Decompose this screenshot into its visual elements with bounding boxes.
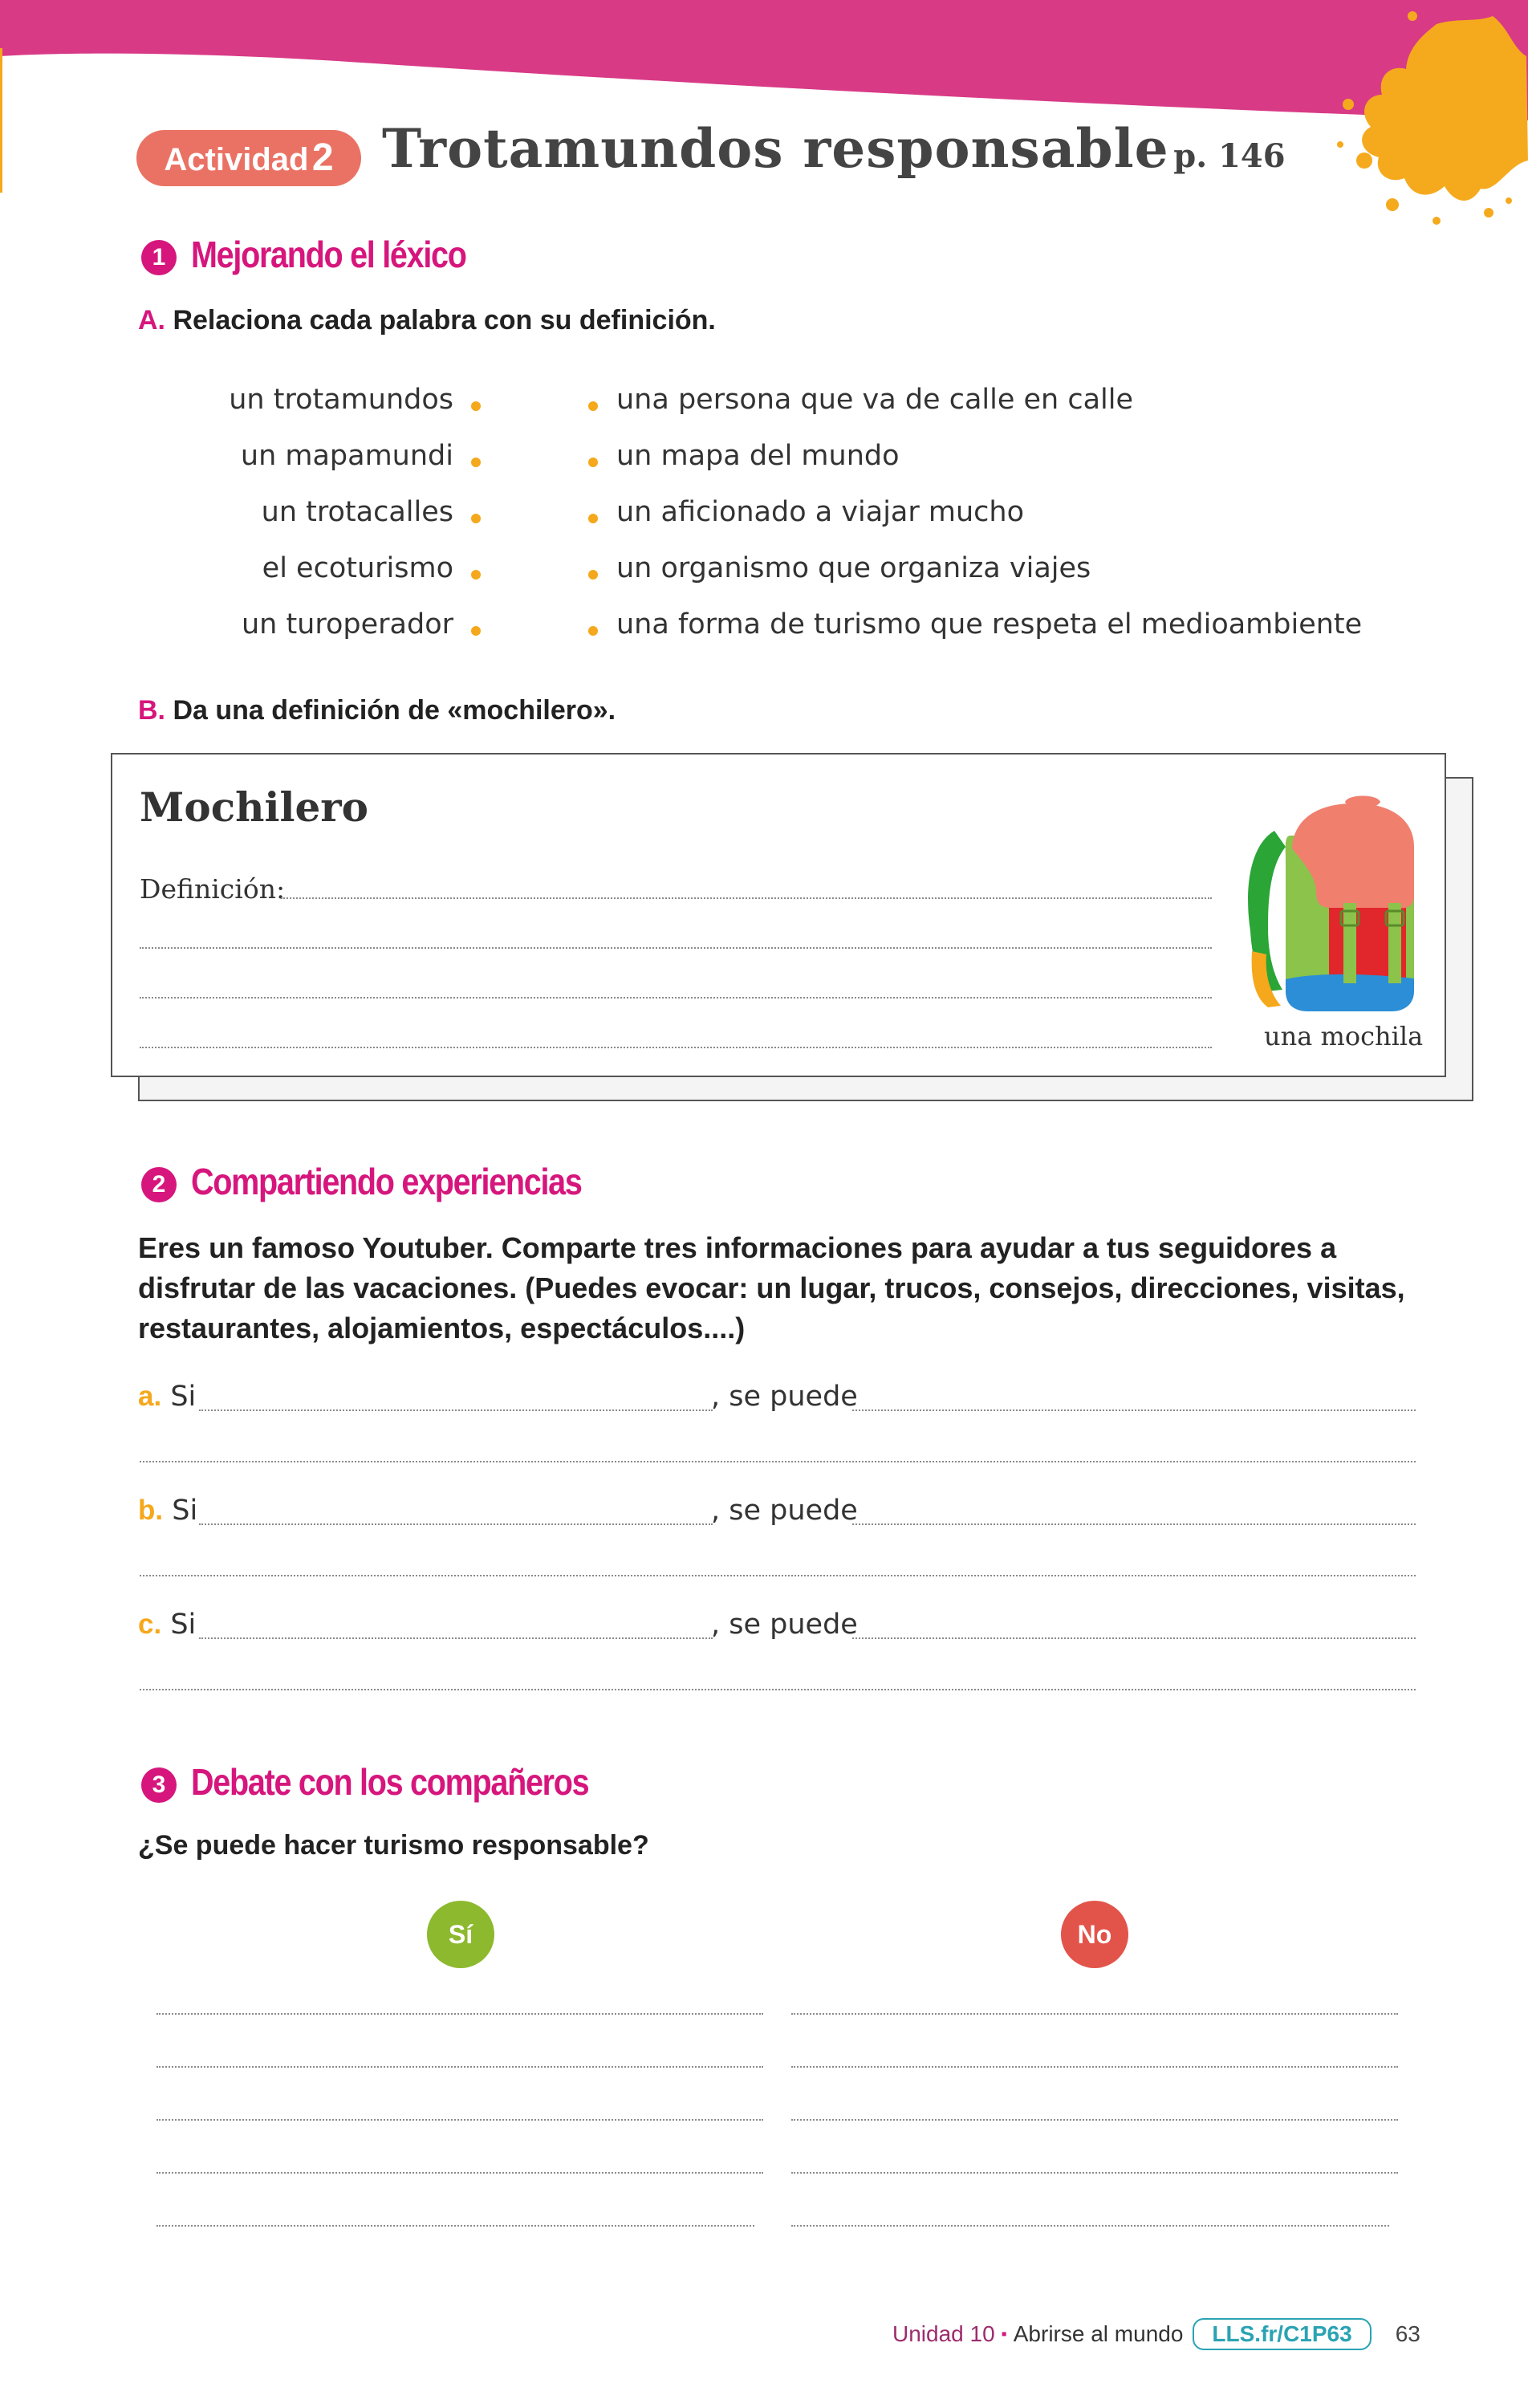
section-3-number: 3 bbox=[141, 1767, 177, 1803]
item-c-puede: , se puede bbox=[711, 1609, 858, 1641]
footer-separator: ▪ bbox=[1001, 2325, 1007, 2343]
item-c-letter: c. bbox=[138, 1609, 162, 1640]
definition-line[interactable] bbox=[140, 997, 1212, 999]
word-item: un trotacalles bbox=[261, 496, 453, 528]
section-1-number: 1 bbox=[141, 240, 177, 275]
matching-definitions-column bbox=[616, 384, 1419, 657]
page-title-text: Trotamundos responsable bbox=[382, 117, 1169, 180]
item-a-puede: , se puede bbox=[711, 1381, 858, 1413]
item-c-si: Si bbox=[170, 1609, 197, 1641]
item-c-extra-line[interactable] bbox=[140, 1689, 1416, 1690]
definition-item: una forma de turismo que respeta el medioambiente bbox=[616, 608, 1363, 641]
word-dot[interactable] bbox=[471, 626, 481, 636]
part-a-text: Relaciona cada palabra con su definición. bbox=[173, 305, 716, 336]
item-b-condition-line[interactable] bbox=[199, 1523, 713, 1525]
definition-dot[interactable] bbox=[588, 626, 598, 636]
item-a-result-line[interactable] bbox=[852, 1409, 1416, 1411]
item-c-result-line[interactable] bbox=[852, 1637, 1416, 1639]
item-c-condition-line[interactable] bbox=[199, 1637, 713, 1639]
footer-chapter: Abrirse al mundo bbox=[1013, 2321, 1184, 2346]
word-dot[interactable] bbox=[471, 458, 481, 467]
activity-badge bbox=[136, 130, 361, 186]
section-1-title: Mejorando el léxico bbox=[191, 234, 466, 275]
word-dot[interactable] bbox=[471, 401, 481, 411]
no-answer-line[interactable] bbox=[791, 2066, 1398, 2068]
section-2-instructions: Eres un famoso Youtuber. Comparte tres informaciones para ayudar a tus seguidores a disfrutar de las vacaciones. (Puedes evocar: un lugar, trucos, consejos, direcciones, visitas, restaurantes, alojamientos, espectáculos....) bbox=[138, 1231, 1405, 1344]
item-b-result-line[interactable] bbox=[852, 1523, 1416, 1525]
yes-answer-line[interactable] bbox=[156, 2119, 763, 2121]
yes-answer-line[interactable] bbox=[156, 2066, 763, 2068]
no-badge: No bbox=[1061, 1901, 1128, 1968]
definition-dot[interactable] bbox=[588, 458, 598, 467]
mochilero-title: Mochilero bbox=[140, 783, 368, 831]
no-answer-line[interactable] bbox=[791, 2119, 1398, 2121]
word-item: un trotamundos bbox=[229, 384, 453, 416]
footer bbox=[892, 2316, 1420, 2352]
word-item: el ecoturismo bbox=[262, 552, 453, 584]
item-c-prompt bbox=[138, 1609, 196, 1641]
definition-line[interactable] bbox=[140, 1047, 1212, 1048]
definition-item: un aficionado a viajar mucho bbox=[616, 496, 1025, 528]
definition-label: Definición: bbox=[140, 873, 286, 905]
matching-words-column bbox=[161, 384, 453, 657]
item-b-extra-line[interactable] bbox=[140, 1575, 1416, 1576]
yes-answer-line[interactable] bbox=[156, 2013, 763, 2015]
definition-line[interactable] bbox=[140, 947, 1212, 949]
word-item: un turoperador bbox=[241, 608, 453, 641]
item-a-condition-line[interactable] bbox=[199, 1409, 713, 1411]
activity-badge-number: 2 bbox=[311, 136, 334, 179]
debate-question: ¿Se puede hacer turismo responsable? bbox=[138, 1830, 649, 1861]
item-a-prompt bbox=[138, 1381, 196, 1413]
section-2-title: Compartiendo experiencias bbox=[191, 1161, 582, 1202]
part-b-letter: B. bbox=[138, 695, 165, 726]
no-answer-line[interactable] bbox=[791, 2172, 1398, 2174]
page-reference: p. 146 bbox=[1173, 137, 1286, 175]
paint-splash-decoration bbox=[1316, 0, 1528, 233]
definition-line[interactable] bbox=[281, 897, 1212, 899]
part-b-text: Da una definición de «mochilero». bbox=[173, 695, 616, 726]
definition-item: un organismo que organiza viajes bbox=[616, 552, 1091, 584]
yes-answer-line[interactable] bbox=[156, 2225, 754, 2227]
definition-item: un mapa del mundo bbox=[616, 440, 900, 472]
item-a-si: Si bbox=[170, 1381, 197, 1413]
page-number: 63 bbox=[1395, 2321, 1420, 2346]
backpack-icon bbox=[1236, 791, 1420, 1023]
item-a-extra-line[interactable] bbox=[140, 1461, 1416, 1462]
activity-badge-word: Actividad bbox=[164, 142, 309, 177]
definition-item: una persona que va de calle en calle bbox=[616, 384, 1134, 416]
item-b-si: Si bbox=[172, 1495, 198, 1527]
yes-answer-line[interactable] bbox=[156, 2172, 763, 2174]
section-3-title: Debate con los compañeros bbox=[191, 1761, 589, 1803]
part-b-instruction bbox=[138, 695, 616, 726]
yes-badge: Sí bbox=[427, 1901, 494, 1968]
definition-dot[interactable] bbox=[588, 401, 598, 411]
no-answer-line[interactable] bbox=[791, 2225, 1389, 2227]
no-answer-line[interactable] bbox=[791, 2013, 1398, 2015]
part-a-letter: A. bbox=[138, 305, 165, 336]
page-title bbox=[382, 117, 1286, 180]
definition-dot[interactable] bbox=[588, 514, 598, 523]
backpack-caption: una mochila bbox=[1264, 1021, 1424, 1051]
part-a-instruction bbox=[138, 305, 716, 336]
definition-dot[interactable] bbox=[588, 570, 598, 580]
item-b-letter: b. bbox=[138, 1495, 164, 1526]
word-item: un mapamundi bbox=[240, 440, 453, 472]
word-dot[interactable] bbox=[471, 570, 481, 580]
footer-link[interactable]: LLS.fr/C1P63 bbox=[1193, 2318, 1371, 2350]
footer-unit: Unidad 10 bbox=[892, 2321, 995, 2346]
word-dot[interactable] bbox=[471, 514, 481, 523]
section-2-number: 2 bbox=[141, 1167, 177, 1202]
item-b-prompt bbox=[138, 1495, 197, 1527]
item-a-letter: a. bbox=[138, 1381, 162, 1412]
item-b-puede: , se puede bbox=[711, 1495, 858, 1527]
